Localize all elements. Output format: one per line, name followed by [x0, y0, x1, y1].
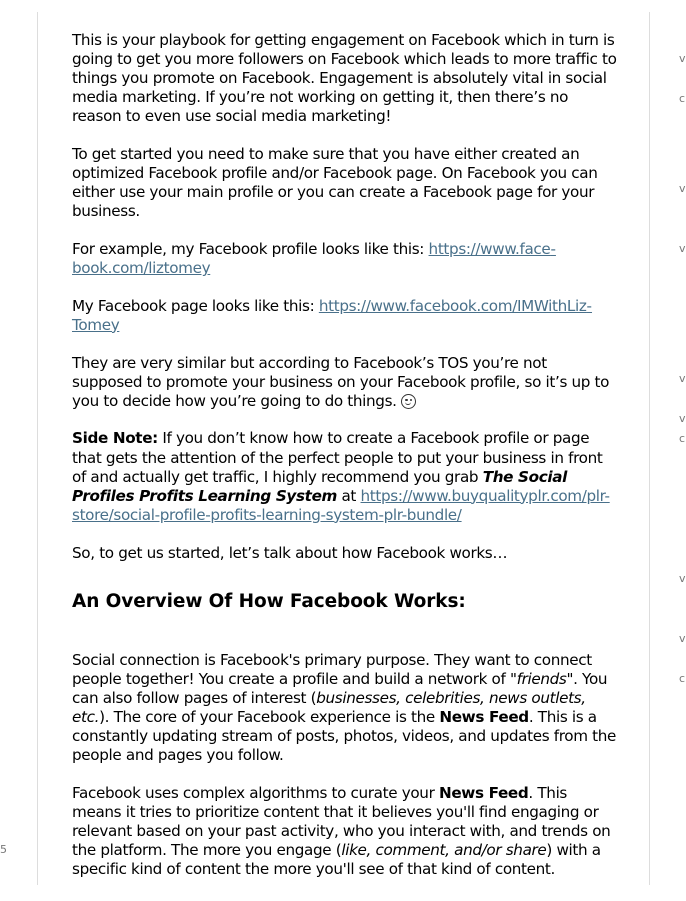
interest-examples: businesses, celebrities, news outlets, etc.: [72, 688, 586, 726]
product-link[interactable]: https://www.buyqualityplr.com/plr-store/social-profile-profits-learning-system-plr-bundle/: [72, 486, 610, 524]
news-feed-term: News Feed: [439, 707, 529, 726]
overview-text: . You can also follow pages of interest (: [72, 669, 608, 707]
page-example-paragraph: [72, 297, 617, 335]
intro-paragraph: This is your playbook for getting engagement on Facebook which in turn is going to get you more followers on Facebook which leads to more traffic to things you promote on Facebook. Engagement is absolutely vital in social media marketing. If you’re not working on getting it, then there’s no reason to even use social media marketing!: [72, 31, 617, 126]
side-note-text: If you don’t know how to create a Facebook profile or page that gets the attention of the perfect people to put your business in front of and actually get traffic, I highly recommend you grab: [72, 429, 603, 486]
side-note-paragraph: [72, 429, 617, 524]
right-edge-fragment: c: [679, 432, 686, 445]
facebook-page-link[interactable]: https://www.facebook.com/IMWithLizTomey: [72, 296, 593, 334]
transition-paragraph: So, to get us started, let’s talk about how Facebook works…: [72, 543, 508, 562]
overview-text: . This means it tries to prioritize content that it believes you'll find engaging or relevant based on your past activity, who you interact with, and trends on the platform. The more you engage (: [72, 783, 611, 860]
overview-text: Social connection is Facebook's primary purpose. They want to connect people together! You create a profile and build a network of: [72, 650, 592, 688]
overview-text: . This is a constantly updating stream of posts, photos, videos, and updates from the people and pages you follow.: [72, 707, 617, 765]
right-edge-fragment: v: [679, 632, 686, 645]
overview-text: ). The core of your Facebook experience is the: [99, 707, 440, 726]
smiley-icon: [401, 394, 416, 409]
news-feed-term: News Feed: [438, 783, 529, 802]
right-edge-fragment: v: [679, 572, 686, 585]
left-edge-fragment: 5: [0, 843, 7, 856]
section-heading: An Overview Of How Facebook Works:: [72, 590, 466, 612]
engagement-actions: like, comment, and/or share: [341, 841, 547, 860]
side-note-at: at: [337, 486, 361, 505]
friends-term: "friends": [509, 669, 574, 688]
tos-paragraph: [72, 354, 617, 411]
page-example-text: My Facebook page looks like this:: [72, 296, 319, 315]
right-edge-fragment: c: [679, 672, 686, 685]
tos-text: They are very similar but according to Facebook’s TOS you’re not supposed to promote your business on your Facebook profile, so it’s up to you to decide how you’re going to do things.: [72, 353, 610, 410]
facebook-profile-link[interactable]: https://www.facebook.com/liztomey: [72, 240, 556, 278]
profile-example-paragraph: [72, 240, 617, 278]
overview-text: Facebook uses complex algorithms to curate your: [72, 783, 439, 802]
right-edge-fragment: c: [679, 92, 686, 105]
side-note-label: Side Note:: [72, 429, 158, 448]
overview-text: ) with a specific kind of content the more you'll see of that kind of content.: [72, 841, 601, 879]
right-edge-fragment: v: [679, 412, 686, 425]
right-edge-fragment: v: [679, 52, 686, 65]
product-name: The Social Profiles Profits Learning System: [72, 467, 567, 505]
right-edge-fragment: v: [679, 372, 686, 385]
overview-paragraph-2: [72, 784, 617, 879]
overview-paragraph-1: [72, 651, 617, 766]
right-edge-fragment: v: [679, 182, 686, 195]
get-started-paragraph: To get started you need to make sure that you have either created an optimized Facebook profile and/or Facebook page. On Facebook you can either use your main profile or you can create a Facebook page for your business.: [72, 145, 598, 221]
document-body: [72, 31, 617, 898]
profile-example-text: For example, my Facebook profile looks like this:: [72, 240, 429, 259]
right-edge-fragment: v: [679, 242, 686, 255]
